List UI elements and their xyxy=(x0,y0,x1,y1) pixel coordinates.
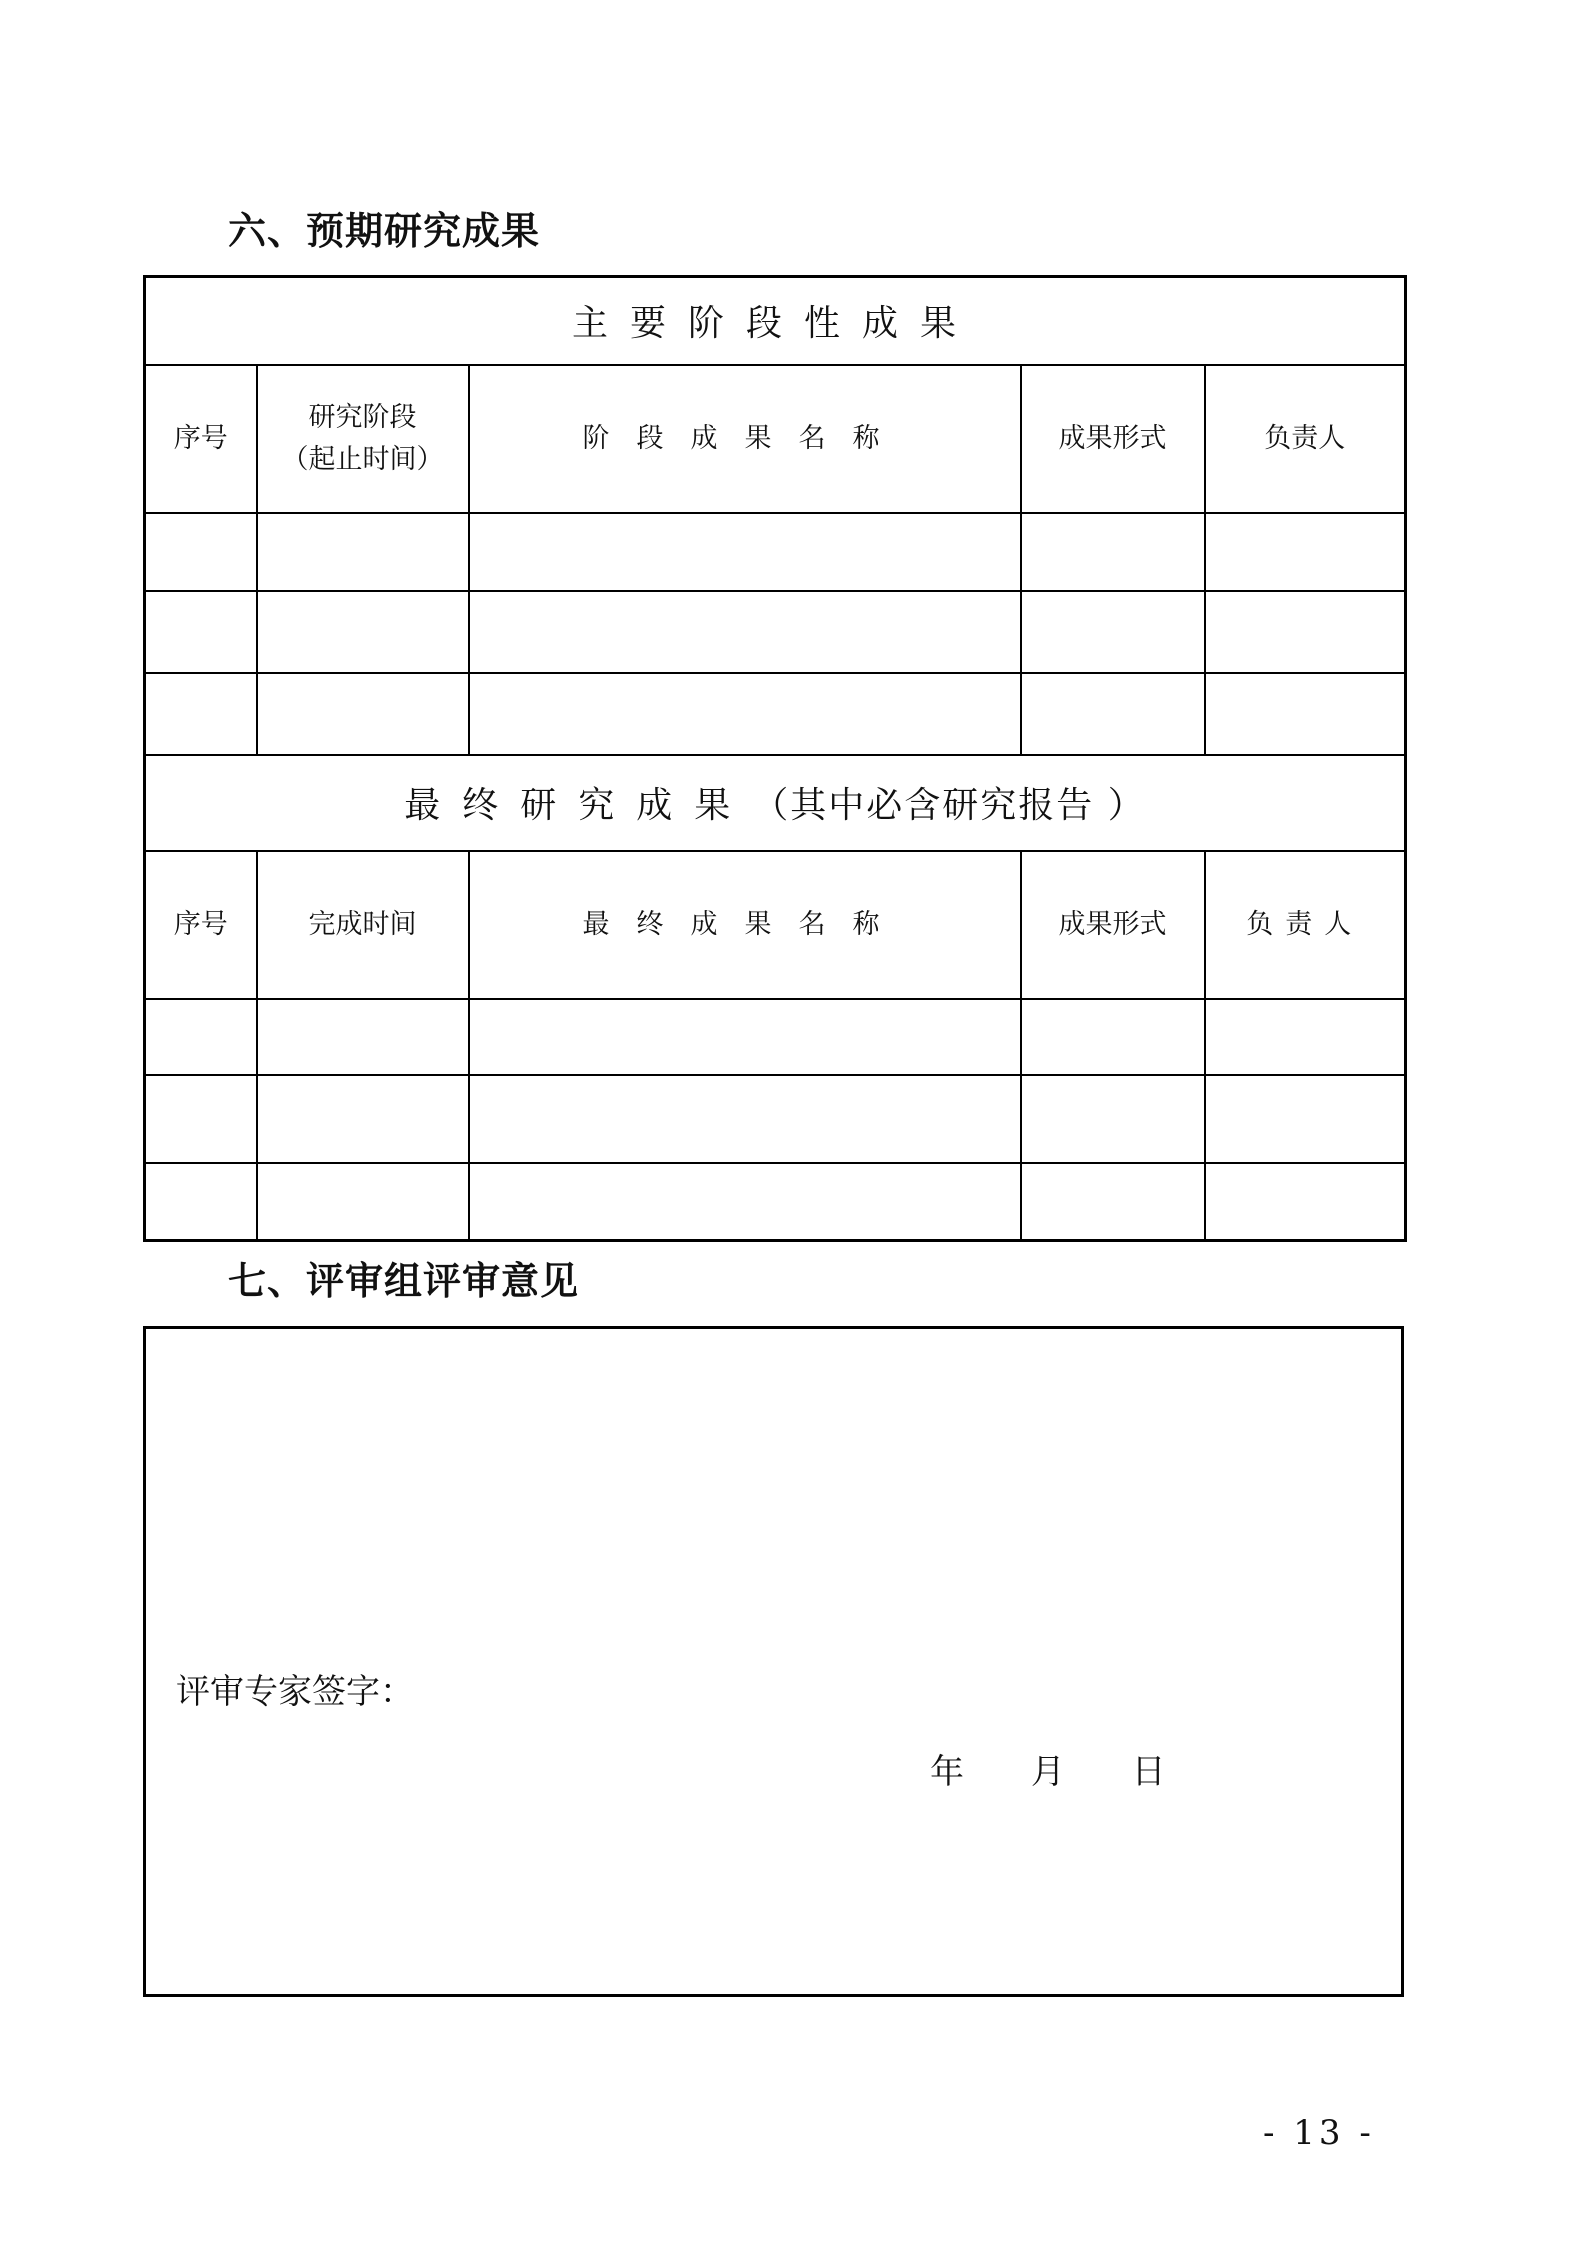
cell-form[interactable] xyxy=(1021,1163,1205,1241)
table-row xyxy=(145,999,1406,1075)
final-results-title-main: 最终研究成果 xyxy=(404,785,753,826)
date-year: 年 xyxy=(930,1752,964,1792)
signature-label: 评审专家签字： xyxy=(176,1672,414,1712)
cell-stage[interactable] xyxy=(257,673,469,755)
cell-no[interactable] xyxy=(145,513,257,591)
cell-owner[interactable] xyxy=(1205,1075,1406,1163)
col-header-owner: 负责人 xyxy=(1205,851,1406,999)
cell-name[interactable] xyxy=(469,673,1021,755)
col-header-form: 成果形式 xyxy=(1021,851,1205,999)
table-row xyxy=(145,1163,1406,1241)
cell-no[interactable] xyxy=(145,1075,257,1163)
cell-form[interactable] xyxy=(1021,1075,1205,1163)
col-header-stage-line1: 研究阶段 xyxy=(308,401,417,433)
cell-owner[interactable] xyxy=(1205,513,1406,591)
table-row xyxy=(145,1075,1406,1163)
cell-no[interactable] xyxy=(145,1163,257,1241)
cell-form[interactable] xyxy=(1021,673,1205,755)
cell-time[interactable] xyxy=(257,999,469,1075)
cell-no[interactable] xyxy=(145,673,257,755)
cell-owner[interactable] xyxy=(1205,999,1406,1075)
page-number: - 13 - xyxy=(1263,2113,1375,2153)
cell-stage[interactable] xyxy=(257,591,469,673)
cell-owner[interactable] xyxy=(1205,591,1406,673)
cell-no[interactable] xyxy=(145,591,257,673)
cell-time[interactable] xyxy=(257,1075,469,1163)
table-row xyxy=(145,673,1406,755)
col-header-stage-name: 阶段成果名称 xyxy=(469,365,1021,513)
cell-time[interactable] xyxy=(257,1163,469,1241)
table-row xyxy=(145,513,1406,591)
expected-results-table xyxy=(143,275,1407,1242)
table-row xyxy=(145,591,1406,673)
col-header-stage-line2: （起止时间） xyxy=(281,443,444,475)
cell-form[interactable] xyxy=(1021,999,1205,1075)
col-header-final-name: 最终成果名称 xyxy=(469,851,1021,999)
section-7-heading: 七、评审组评审意见 xyxy=(228,1259,580,1303)
final-results-title xyxy=(145,755,1406,851)
cell-owner[interactable] xyxy=(1205,673,1406,755)
cell-name[interactable] xyxy=(469,1075,1021,1163)
date-row xyxy=(930,1744,1222,1793)
final-results-title-note: （其中必含研究报告 ） xyxy=(752,785,1146,826)
cell-form[interactable] xyxy=(1021,591,1205,673)
col-header-time: 完成时间 xyxy=(257,851,469,999)
col-header-no: 序号 xyxy=(145,365,257,513)
date-month: 月 xyxy=(1030,1752,1065,1792)
stage-results-title: 主要阶段性成果 xyxy=(145,277,1406,365)
cell-name[interactable] xyxy=(469,591,1021,673)
cell-form[interactable] xyxy=(1021,513,1205,591)
col-header-owner: 负责人 xyxy=(1205,365,1406,513)
cell-name[interactable] xyxy=(469,999,1021,1075)
cell-stage[interactable] xyxy=(257,513,469,591)
col-header-form: 成果形式 xyxy=(1021,365,1205,513)
final-results-header-row xyxy=(145,851,1406,999)
cell-name[interactable] xyxy=(469,513,1021,591)
section-6-heading: 六、预期研究成果 xyxy=(228,209,541,253)
col-header-stage xyxy=(257,365,469,513)
cell-name[interactable] xyxy=(469,1163,1021,1241)
date-day: 日 xyxy=(1131,1752,1166,1792)
review-opinion-box[interactable] xyxy=(143,1326,1404,1997)
cell-no[interactable] xyxy=(145,999,257,1075)
col-header-no: 序号 xyxy=(145,851,257,999)
cell-owner[interactable] xyxy=(1205,1163,1406,1241)
stage-results-header-row xyxy=(145,365,1406,513)
